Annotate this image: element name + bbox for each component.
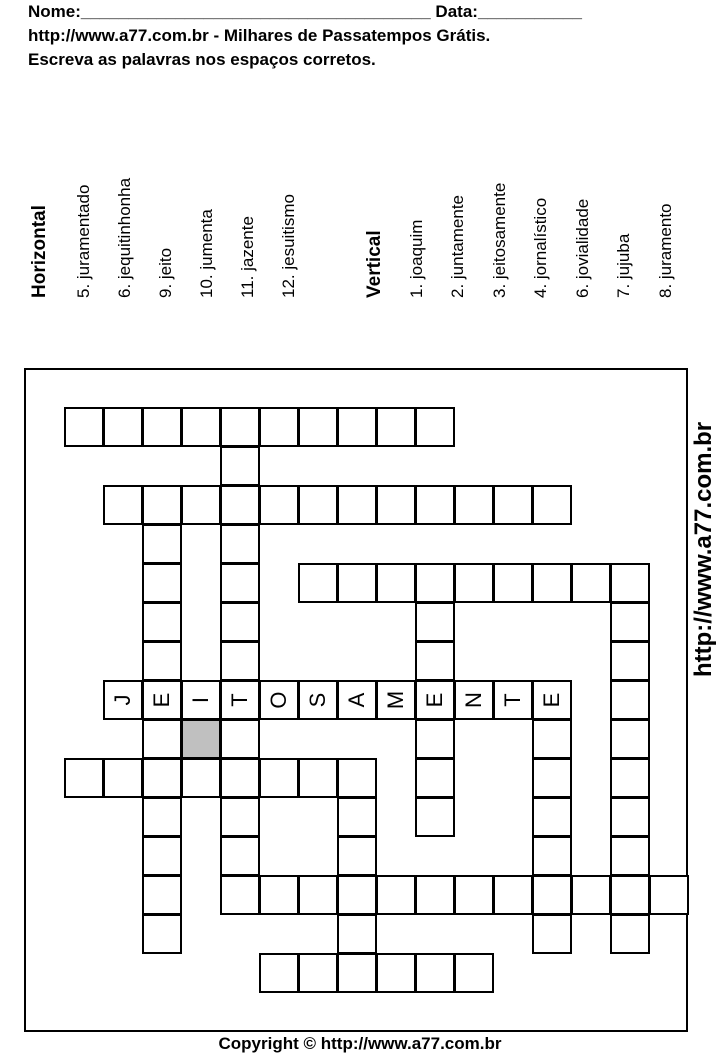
side-url xyxy=(688,375,720,675)
grid-letter: O xyxy=(266,691,291,709)
clue-item: 1. joaquim xyxy=(407,219,426,298)
grid-letter: T xyxy=(227,693,252,707)
grid-letter: E xyxy=(422,692,447,708)
clue-item: 8. juramento xyxy=(656,203,675,298)
grid-letter: E xyxy=(539,692,564,708)
grid-letter: A xyxy=(344,692,369,708)
clue-item: 4. jornalístico xyxy=(531,197,550,298)
horizontal-title: Horizontal xyxy=(29,205,50,298)
side-url-text: http://www.a77.com.br xyxy=(690,421,717,677)
grid-letter: M xyxy=(383,690,408,710)
vertical-title: Vertical xyxy=(364,230,385,298)
grid-letter: J xyxy=(110,694,135,706)
clue-item: 2. juntamente xyxy=(448,194,467,298)
grid-letter: E xyxy=(149,692,174,708)
name-date-line: Nome:_____________________________________ Data:___________ xyxy=(28,2,582,21)
clue-item: 12. jesuitismo xyxy=(279,194,298,298)
clue-item: 11. jazente xyxy=(238,216,257,298)
grid-letter: I xyxy=(188,696,213,704)
clue-item: 10. jumenta xyxy=(197,209,216,298)
grid-letter: N xyxy=(461,692,486,708)
grid-letter: T xyxy=(500,693,525,707)
instructions: Escreva as palavras nos espaços corretos. xyxy=(28,50,376,69)
clue-item: 6. jovialidade xyxy=(573,198,592,298)
grid-letter: S xyxy=(305,692,330,708)
site-tagline: http://www.a77.com.br - Milhares de Passatempos Grátis. xyxy=(28,26,491,45)
clue-item: 3. jeitosamente xyxy=(490,182,509,298)
clue-item: 7. jujuba xyxy=(614,233,633,298)
copyright-footer: Copyright © http://www.a77.com.br xyxy=(218,1034,502,1053)
clue-item: 6. jequitinhonha xyxy=(115,177,134,298)
clue-item: 5. juramentado xyxy=(74,184,93,298)
clue-item: 9. jeito xyxy=(156,247,175,298)
crossword-board xyxy=(24,368,688,1032)
